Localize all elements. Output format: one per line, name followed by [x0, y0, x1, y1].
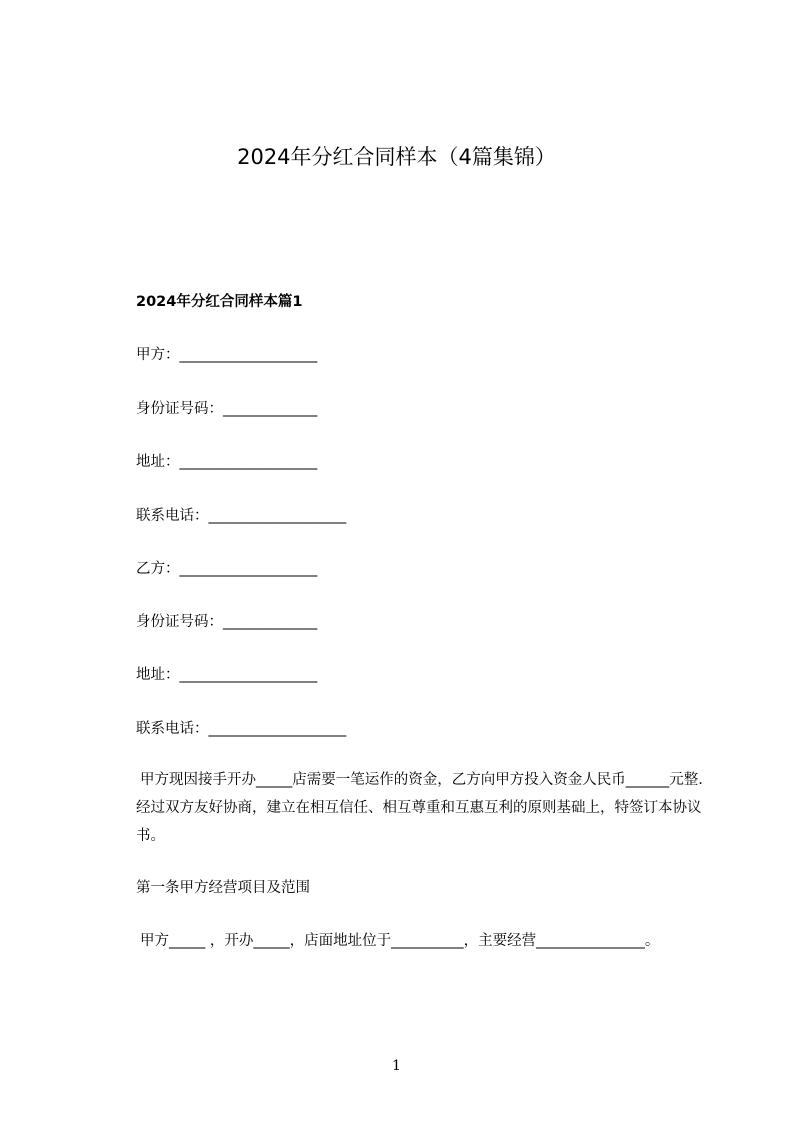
party-b-address-line: 地址：___________________ [136, 667, 318, 683]
intro-paragraph: 甲方现因接手开办_____店需要一笔运作的资金，乙方向甲方投入资金人民币______元整.经过双方友好协商，建立在相互信任、相互尊重和互惠互利的原则基础上，特签订本协议书。 [136, 772, 703, 844]
party-b-id-line: 身份证号码：_____________ [136, 614, 318, 630]
article1-heading: 第一条甲方经营项目及范围 [136, 880, 310, 896]
section-heading: 2024年分红合同样本篇1 [136, 294, 303, 310]
party-a-address-line: 地址：___________________ [136, 454, 318, 470]
article1-paragraph: 甲方_____ ，开办_____，店面地址位于__________，主要经营_______________。 [140, 933, 660, 949]
party-b-name-line: 乙方：___________________ [136, 561, 318, 577]
party-a-phone-line: 联系电话：___________________ [136, 508, 347, 524]
page-number: 1 [392, 1058, 401, 1074]
party-a-name-line: 甲方：___________________ [136, 347, 318, 363]
party-b-phone-line: 联系电话：___________________ [136, 721, 347, 737]
document-title: 2024年分红合同样本（4篇集锦） [237, 145, 556, 169]
party-a-id-line: 身份证号码：_____________ [136, 401, 318, 417]
